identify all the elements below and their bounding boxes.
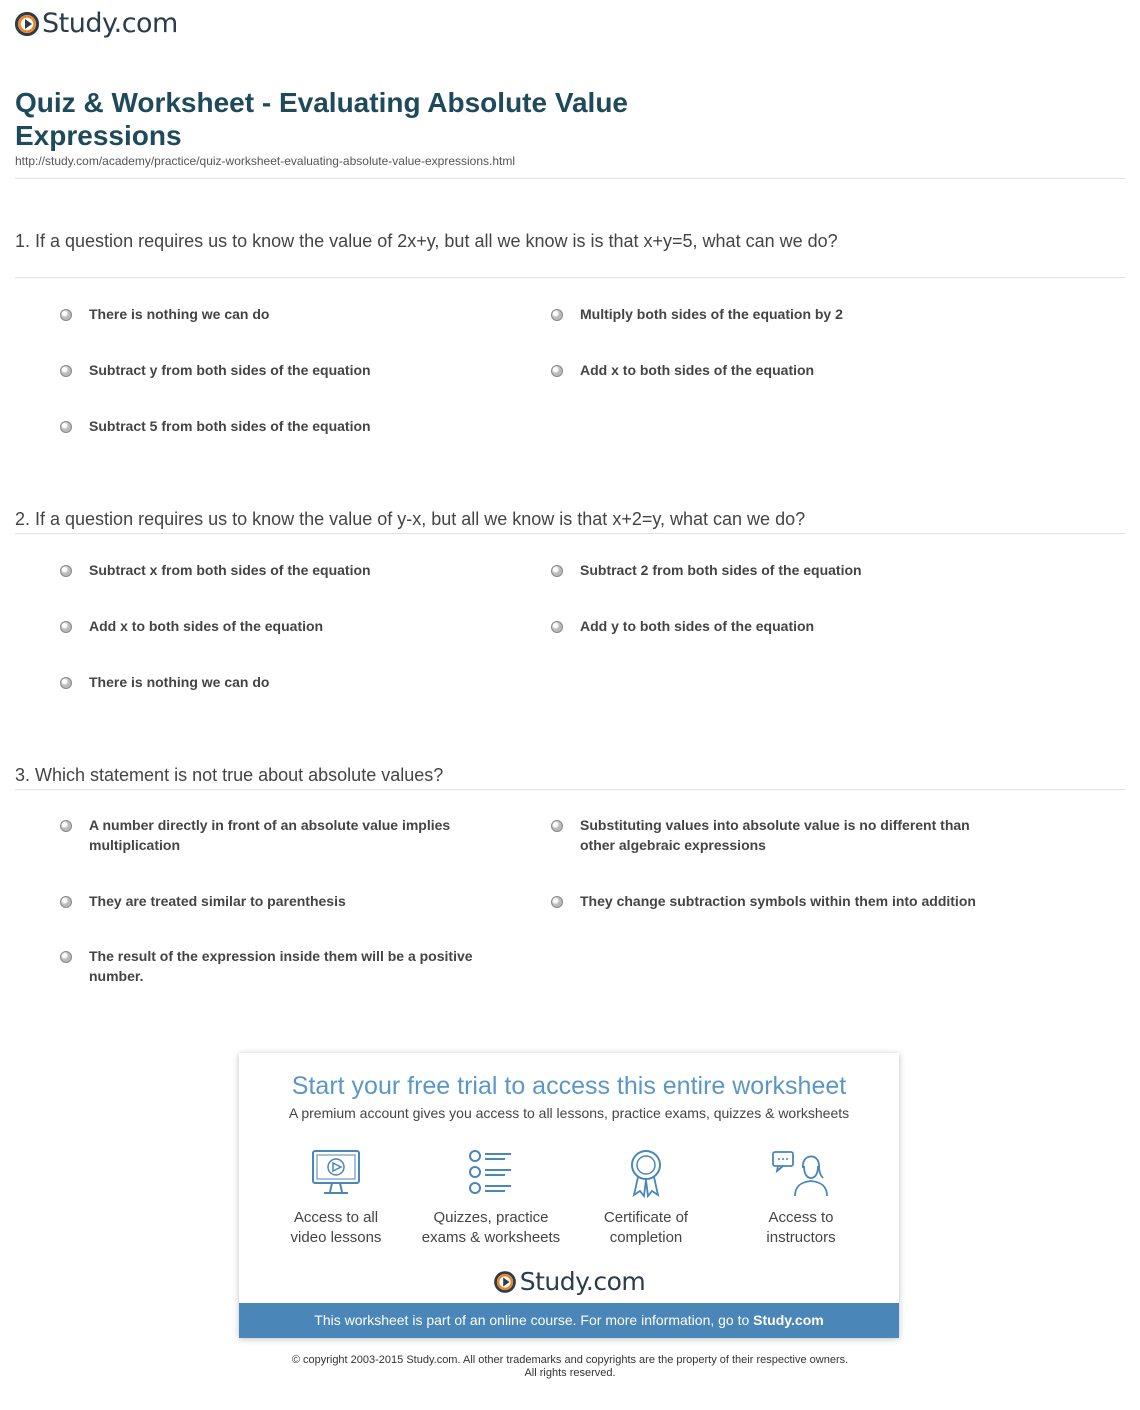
question-1: 1. If a question requires us to know the value of 2x+y, but all we know is is that x+y=5, what can we do? xyxy=(15,231,838,251)
promo-subtitle: A premium account gives you access to all lessons, practice exams, quizzes & worksheets xyxy=(288,1105,850,1121)
radio-button[interactable] xyxy=(551,896,563,908)
answer-option[interactable]: There is nothing we can do xyxy=(60,672,500,692)
promo-title[interactable]: Start your free trial to access this entire worksheet xyxy=(291,1072,847,1100)
radio-button[interactable] xyxy=(551,820,563,832)
answer-option[interactable]: Add x to both sides of the equation xyxy=(60,616,500,636)
copyright-notice xyxy=(0,1354,1140,1380)
feature-certificate xyxy=(571,1148,721,1248)
answer-option[interactable]: They are treated similar to parenthesis xyxy=(60,891,500,911)
free-trial-promo[interactable] xyxy=(239,1053,899,1338)
instructor-icon xyxy=(771,1148,831,1198)
banner-text: This worksheet is part of an online course. For more information, go to xyxy=(314,1312,750,1328)
video-lesson-icon xyxy=(310,1148,362,1198)
divider xyxy=(15,277,1125,278)
copyright-line: © copyright 2003-2015 Study.com. All other trademarks and copyrights are the property of their respective owners. xyxy=(291,1354,849,1366)
answer-option[interactable]: Substituting values into absolute value is no different than other algebraic expressions xyxy=(551,815,991,855)
answer-option[interactable]: Multiply both sides of the equation by 2 xyxy=(551,304,991,324)
answer-option[interactable]: Add x to both sides of the equation xyxy=(551,360,991,380)
feature-quizzes xyxy=(416,1148,566,1248)
answer-option[interactable]: Subtract y from both sides of the equation xyxy=(60,360,500,380)
radio-button[interactable] xyxy=(551,365,563,377)
answer-option[interactable]: Subtract 5 from both sides of the equation xyxy=(60,416,500,436)
feature-label: instructors xyxy=(766,1229,836,1246)
divider xyxy=(15,533,1125,534)
radio-button[interactable] xyxy=(551,309,563,321)
radio-button[interactable] xyxy=(60,951,72,963)
feature-label: Access to all xyxy=(293,1209,379,1226)
answer-option[interactable]: A number directly in front of an absolute value implies multiplication xyxy=(60,815,480,855)
answer-option[interactable]: Add y to both sides of the equation xyxy=(551,616,991,636)
feature-instructors xyxy=(726,1148,876,1248)
certificate-icon xyxy=(620,1148,672,1198)
play-logo-icon xyxy=(494,1271,516,1293)
radio-button[interactable] xyxy=(60,565,72,577)
study-link[interactable]: Study.com xyxy=(753,1312,824,1328)
radio-button[interactable] xyxy=(60,421,72,433)
promo-logo[interactable] xyxy=(239,1267,899,1296)
divider xyxy=(15,178,1125,179)
radio-button[interactable] xyxy=(551,565,563,577)
feature-label: Access to xyxy=(768,1209,834,1226)
study-logo[interactable] xyxy=(15,8,178,39)
radio-button[interactable] xyxy=(60,820,72,832)
feature-label: completion xyxy=(609,1229,683,1246)
feature-label: video lessons xyxy=(290,1229,382,1246)
feature-label: Certificate of xyxy=(603,1209,689,1226)
answer-option[interactable]: The result of the expression inside them will be a positive number. xyxy=(60,946,500,986)
feature-label: Quizzes, practice xyxy=(433,1209,549,1226)
feature-label: exams & worksheets xyxy=(421,1229,561,1246)
question-3: 3. Which statement is not true about absolute values? xyxy=(15,765,444,785)
answer-option[interactable]: Subtract x from both sides of the equation xyxy=(60,560,500,580)
divider xyxy=(15,789,1125,790)
logo-text: Study.com xyxy=(42,8,178,39)
course-info-banner xyxy=(239,1303,899,1338)
radio-button[interactable] xyxy=(60,621,72,633)
play-logo-icon xyxy=(15,12,39,36)
radio-button[interactable] xyxy=(60,309,72,321)
answer-option[interactable]: There is nothing we can do xyxy=(60,304,500,324)
copyright-line: All rights reserved. xyxy=(524,1367,616,1379)
radio-button[interactable] xyxy=(551,621,563,633)
answer-option[interactable]: They change subtraction symbols within them into addition xyxy=(551,891,1011,911)
answer-option[interactable]: Subtract 2 from both sides of the equation xyxy=(551,560,991,580)
feature-video-lessons xyxy=(261,1148,411,1248)
question-2: 2. If a question requires us to know the value of y-x, but all we know is that x+2=y, what can we do? xyxy=(15,509,806,529)
page-title: Quiz & Worksheet - Evaluating Absolute Value Expressions xyxy=(15,87,629,151)
logo-text: Study.com xyxy=(519,1267,646,1296)
quiz-list-icon xyxy=(465,1148,517,1198)
radio-button[interactable] xyxy=(60,365,72,377)
radio-button[interactable] xyxy=(60,896,72,908)
radio-button[interactable] xyxy=(60,677,72,689)
page-url: http://study.com/academy/practice/quiz-worksheet-evaluating-absolute-value-expressions.html xyxy=(15,154,516,168)
